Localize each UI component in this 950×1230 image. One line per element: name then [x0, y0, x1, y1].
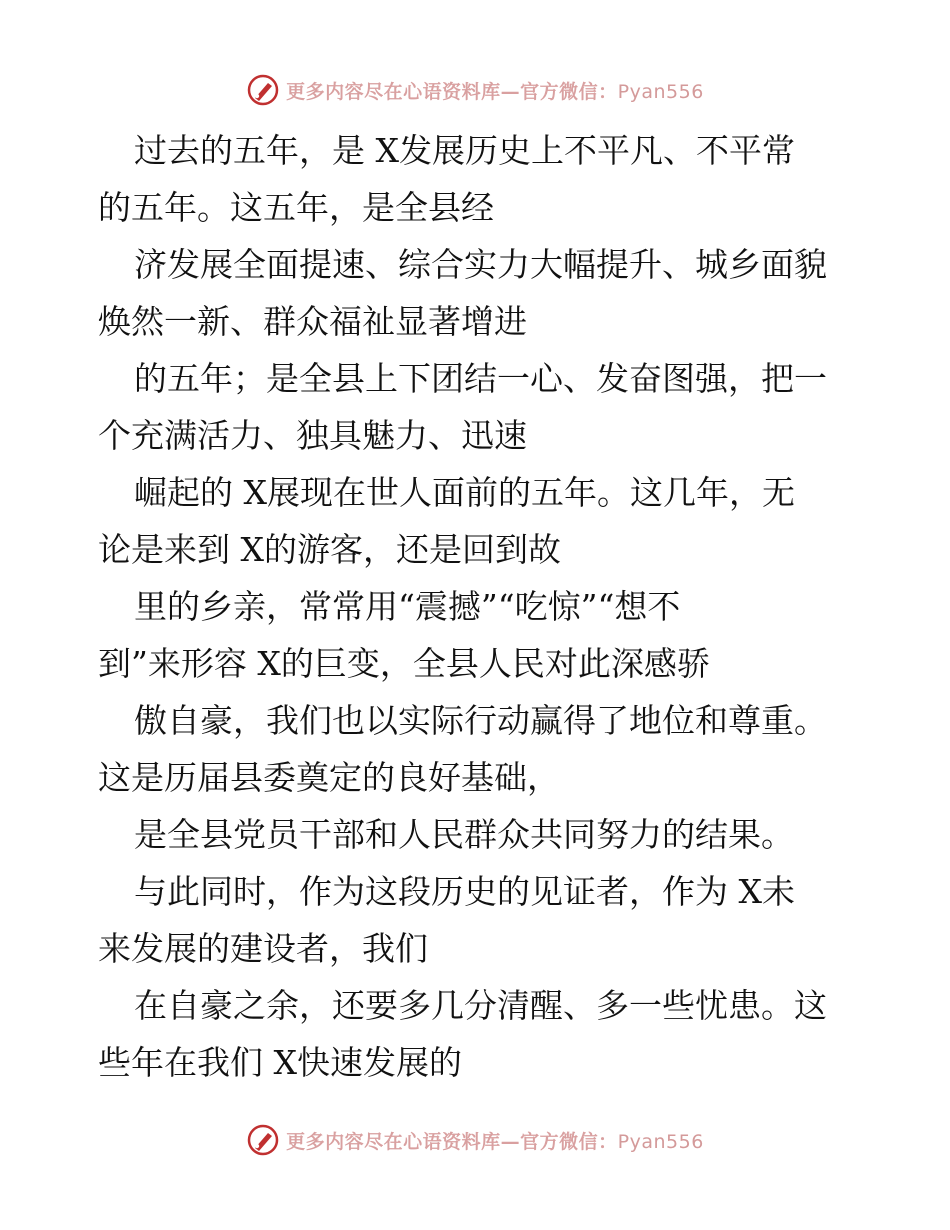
paragraph-line: 与此同时，作为这段历史的见证者，作为 X未	[134, 872, 795, 911]
paragraph	[98, 236, 868, 350]
paragraph-line: 的五年；是全县上下团结一心、发奋图强，把一	[134, 359, 827, 398]
paragraph-line: 这是历届县委奠定的良好基础，	[98, 758, 560, 797]
banner-label: 更多内容尽在心语资料库—官方微信：	[286, 80, 618, 103]
banner-wechat-id: Pyan556	[617, 1130, 704, 1153]
header-banner	[0, 70, 950, 110]
paragraph	[98, 578, 868, 692]
paragraph-line: 个充满活力、独具魅力、迅速	[98, 416, 527, 455]
paragraph	[98, 863, 868, 977]
paragraph-line: 是全县党员干部和人民群众共同努力的结果。	[134, 815, 794, 854]
banner-wechat-id: Pyan556	[617, 80, 704, 103]
paragraph-line: 在自豪之余，还要多几分清醒、多一些忧患。这	[134, 986, 827, 1025]
paragraph-line: 里的乡亲，常常用“震撼”“吃惊”“想不	[134, 587, 681, 626]
paragraph-line: 些年在我们 X快速发展的	[98, 1043, 462, 1082]
paragraph	[98, 350, 868, 464]
banner-text	[286, 1127, 704, 1154]
paragraph-line: 崛起的 X展现在世人面前的五年。这几年，无	[134, 473, 795, 512]
paragraph-line: 的五年。这五年，是全县经	[98, 188, 494, 227]
paragraph	[98, 806, 868, 863]
paragraph-line: 傲自豪，我们也以实际行动赢得了地位和尊重。	[134, 701, 827, 740]
banner-label: 更多内容尽在心语资料库—官方微信：	[286, 1130, 618, 1153]
paragraph-line: 来发展的建设者，我们	[98, 929, 428, 968]
paragraph-line: 过去的五年，是 X发展历史上不平凡、不平常	[134, 131, 795, 170]
paragraph	[98, 692, 868, 806]
footer-banner	[0, 1120, 950, 1160]
paragraph	[98, 977, 868, 1091]
paragraph	[98, 122, 868, 236]
banner-text	[286, 77, 704, 104]
paragraph-line: 济发展全面提速、综合实力大幅提升、城乡面貌	[134, 245, 827, 284]
document-body	[98, 122, 868, 1091]
paragraph-line: 到”来形容 X的巨变，全县人民对此深感骄	[98, 644, 710, 683]
paragraph	[98, 464, 868, 578]
pen-logo-icon	[246, 1123, 280, 1157]
paragraph-line: 焕然一新、群众福祉显著增进	[98, 302, 527, 341]
paragraph-line: 论是来到 X的游客，还是回到故	[98, 530, 561, 569]
pen-logo-icon	[246, 73, 280, 107]
